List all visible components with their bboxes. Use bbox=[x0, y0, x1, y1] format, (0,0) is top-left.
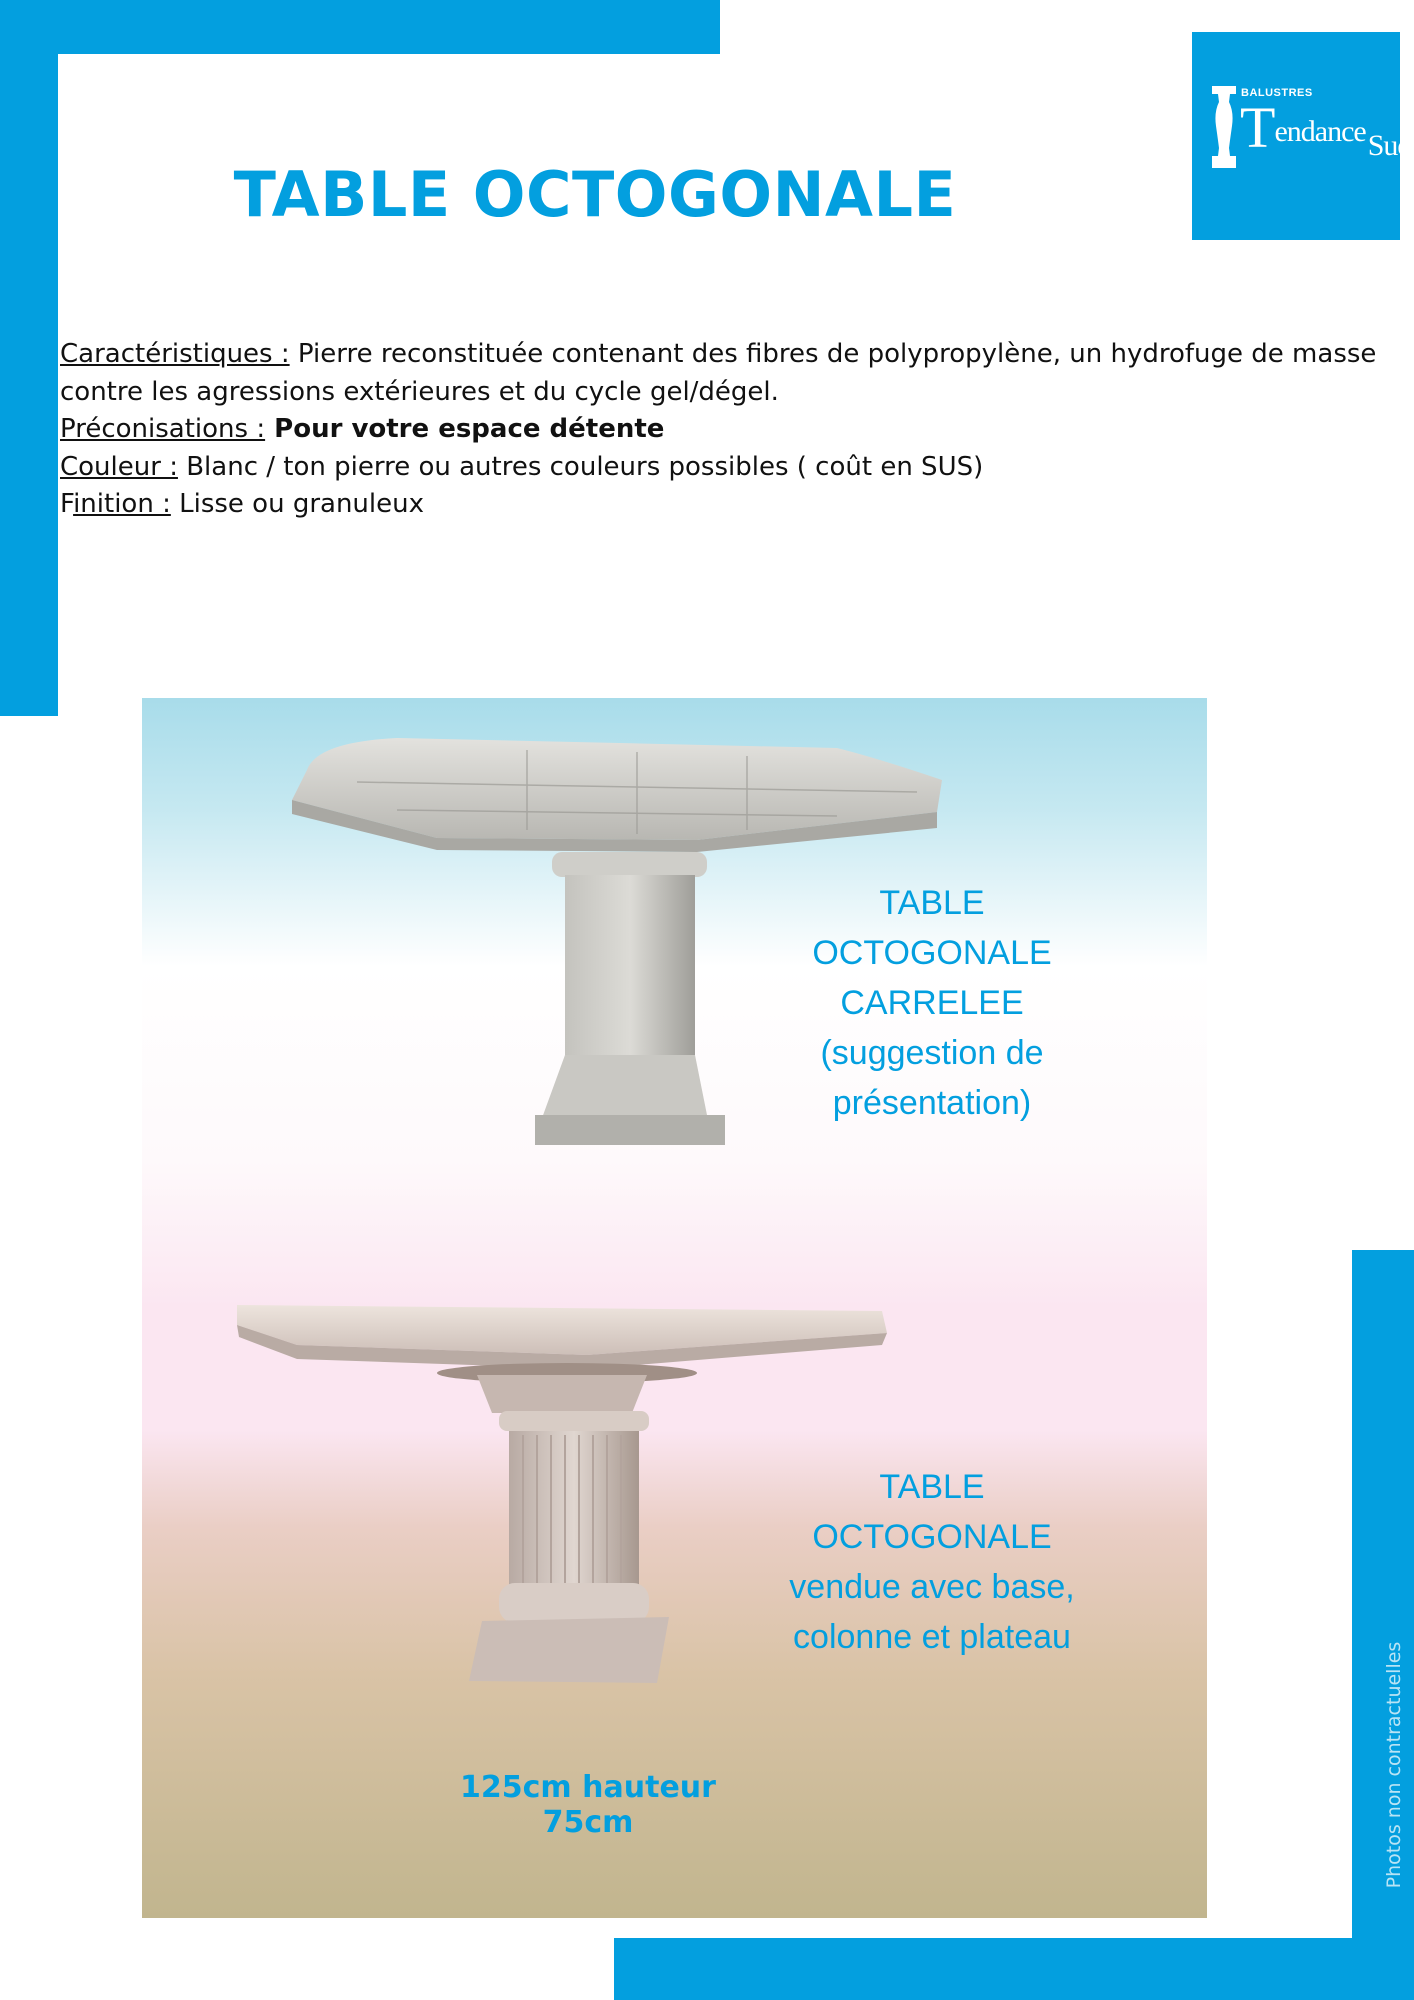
spec-value: Pour votre espace détente bbox=[265, 414, 665, 444]
caption-line: TABLE bbox=[879, 884, 985, 922]
spec-preconisations bbox=[60, 411, 1360, 449]
product-specs bbox=[60, 336, 1377, 524]
spec-caracteristiques-cont bbox=[60, 374, 1360, 412]
logo-word: endance bbox=[1274, 115, 1366, 148]
product-photo-panel bbox=[142, 698, 1207, 1918]
spec-finition bbox=[60, 486, 1360, 524]
spec-label-initial: F bbox=[60, 489, 74, 519]
caption-line: présentation) bbox=[832, 1084, 1032, 1122]
spec-label: inition : bbox=[73, 489, 171, 519]
spec-label: Couleur : bbox=[60, 451, 178, 482]
logo-main-text bbox=[1240, 94, 1411, 161]
bottom-accent-bar bbox=[614, 1938, 1414, 2000]
spec-couleur bbox=[60, 449, 1360, 487]
caption-line: OCTOGONALE bbox=[812, 1518, 1052, 1556]
caption-line: TABLE bbox=[879, 1468, 985, 1506]
page-title: TABLE OCTOGONALE bbox=[233, 158, 957, 231]
brand-logo bbox=[1192, 32, 1412, 240]
disclaimer-text: Photos non contractuelles bbox=[1383, 1641, 1405, 1889]
spec-caracteristiques bbox=[60, 336, 1377, 374]
left-accent-bar bbox=[0, 0, 58, 716]
spec-label: Caractéristiques : bbox=[60, 339, 290, 369]
caption-plain-table bbox=[782, 1462, 1082, 1662]
logo-initial: T bbox=[1240, 95, 1275, 160]
caption-line: OCTOGONALE bbox=[812, 934, 1052, 972]
caption-tiled-table bbox=[782, 878, 1082, 1128]
spec-value: Lisse ou granuleux bbox=[170, 489, 424, 519]
top-accent-bar bbox=[0, 0, 720, 54]
baluster-icon bbox=[1212, 86, 1236, 168]
caption-line: CARRELEE bbox=[840, 984, 1024, 1022]
logo-sub-text: Sud bbox=[1367, 129, 1412, 162]
logo-small-text: BALUSTRES bbox=[1241, 87, 1313, 99]
spec-label: Préconisations : bbox=[60, 414, 266, 444]
dimensions-label: 125cm hauteur 75cm bbox=[460, 1770, 716, 1840]
spec-value: Pierre reconstituée contenant des fibres de polypropylène, un hydrofuge de masse bbox=[289, 339, 1377, 369]
spec-value: contre les agressions extérieures et du cycle gel/dégel. bbox=[60, 376, 779, 407]
caption-line: vendue avec base, bbox=[789, 1568, 1075, 1606]
caption-line: (suggestion de bbox=[820, 1034, 1044, 1072]
caption-line: colonne et plateau bbox=[793, 1618, 1071, 1656]
spec-value: Blanc / ton pierre ou autres couleurs possibles ( coût en SUS) bbox=[177, 451, 984, 482]
